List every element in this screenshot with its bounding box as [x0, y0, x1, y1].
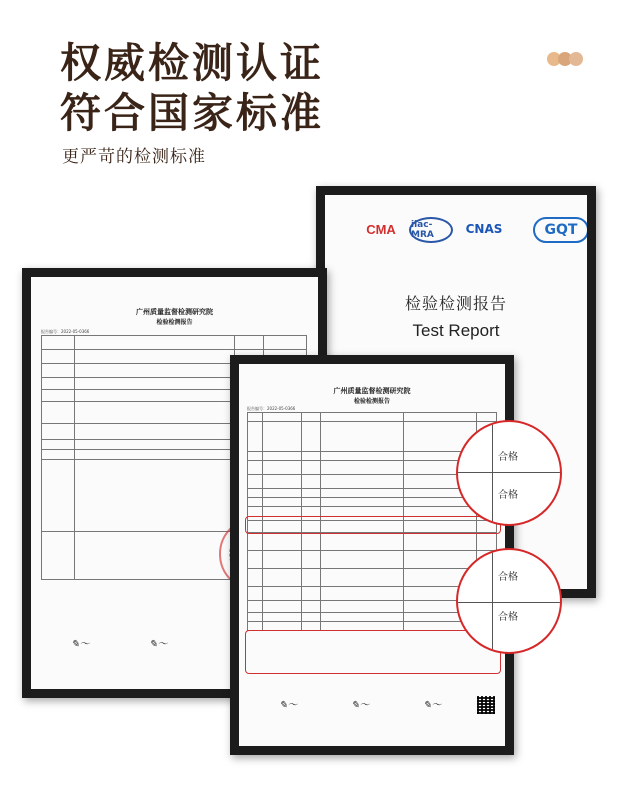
cnas-logo-icon: CNAS [465, 222, 503, 236]
signature-reviewer-icon: ✎〜 [351, 700, 370, 711]
ilac-mra-logo-icon: ilac-MRA [409, 217, 453, 243]
report-right-doc-title: 检验检测报告 [353, 398, 390, 405]
cma-logo-icon: CMA [366, 221, 396, 237]
signature-approver-icon: ✎〜 [279, 700, 298, 711]
report-left-number: 报告编号：2022-05-0366 [41, 329, 90, 334]
gqt-logo-icon: GQT [533, 217, 587, 243]
report-title-cn: 检验检测报告 [404, 294, 507, 313]
headline-line-1: 权威检测认证 [60, 39, 324, 87]
report-left-doc-title: 检验检测报告 [156, 319, 193, 326]
result-pass-label: 合格 [498, 612, 518, 623]
signature-tester-icon: ✎〜 [423, 700, 442, 711]
report-right-frame [230, 355, 514, 755]
zoom-callout-1 [456, 420, 562, 526]
qr-code-icon [477, 696, 495, 714]
result-pass-label: 合格 [498, 572, 518, 583]
report-right-institute: 广州质量监督检测研究院 [333, 387, 411, 395]
signature-approver-icon: ✎〜 [71, 639, 90, 650]
dot-icon [569, 52, 583, 66]
certification-logos [363, 215, 578, 245]
highlight-row [245, 630, 501, 674]
result-pass-label: 合格 [498, 490, 518, 501]
report-title-en: Test Report [412, 321, 500, 340]
hero-headline [60, 38, 324, 138]
headline-line-2: 符合国家标准 [60, 89, 324, 137]
report-left-institute: 广州质量监督检测研究院 [136, 308, 213, 316]
report-right-paper [239, 364, 505, 746]
decorative-dots [547, 52, 587, 66]
report-right-number: 报告编号：2022-05-0366 [247, 406, 296, 411]
headline-subtitle: 更严苛的检测标准 [62, 147, 206, 167]
signature-reviewer-icon: ✎〜 [149, 639, 168, 650]
result-pass-label: 合格 [498, 452, 518, 463]
highlight-row [245, 516, 501, 534]
zoom-callout-2 [456, 548, 562, 654]
